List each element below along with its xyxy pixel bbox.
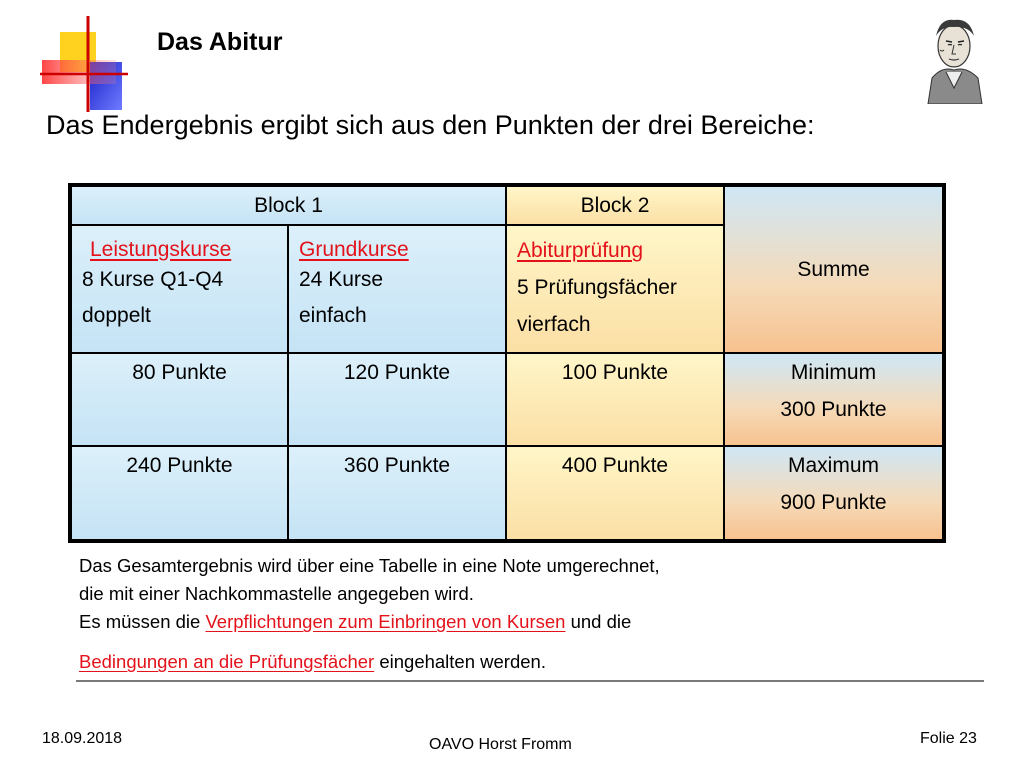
min-gk: 120 Punkte	[288, 353, 506, 446]
leistungskurse-label: Leistungskurse	[90, 238, 232, 261]
portrait-illustration-icon	[922, 12, 986, 104]
footer-page-number: Folie 23	[920, 730, 977, 747]
max-label: Maximum	[787, 454, 879, 477]
abiturpruefung-label: Abiturprüfung	[517, 239, 644, 262]
table-row-maximum	[70, 446, 944, 541]
notes-text	[79, 552, 660, 676]
cell-abiturpruefung	[506, 225, 724, 353]
table-row-minimum	[70, 353, 944, 446]
header-block2: Block 2	[506, 185, 724, 225]
link-verpflichtungen[interactable]: Verpflichtungen zum Einbringen von Kursen	[205, 611, 566, 632]
max-gk: 360 Punkte	[288, 446, 506, 541]
cell-leistungskurse	[70, 225, 288, 353]
notes-line4-post: eingehalten werden.	[374, 651, 546, 672]
cell-grundkurse	[288, 225, 506, 353]
notes-line3-post: und die	[565, 611, 632, 632]
header-summe: Summe	[724, 185, 944, 353]
max-summe	[724, 446, 944, 541]
notes-line3	[79, 608, 660, 636]
max-sum: 900 Punkte	[780, 491, 887, 514]
mondrian-logo-icon	[40, 14, 140, 114]
min-lk: 80 Punkte	[70, 353, 288, 446]
points-table	[68, 183, 946, 543]
grundkurse-label: Grundkurse	[299, 238, 409, 261]
min-summe	[724, 353, 944, 446]
max-abi: 400 Punkte	[506, 446, 724, 541]
footer-organization: OAVO Horst Fromm	[429, 736, 572, 753]
notes-line3-pre: Es müssen die	[79, 611, 206, 632]
link-bedingungen[interactable]: Bedingungen an die Prüfungsfächer	[79, 651, 375, 672]
leistungskurse-line2: doppelt	[82, 304, 151, 327]
leistungskurse-line1: 8 Kurse Q1-Q4	[82, 268, 224, 291]
max-lk: 240 Punkte	[70, 446, 288, 541]
notes-line1: Das Gesamtergebnis wird über eine Tabelle in eine Note umgerechnet,	[79, 555, 660, 576]
notes-line4	[79, 648, 660, 676]
abiturpruefung-line2: vierfach	[517, 313, 591, 336]
grundkurse-line2: einfach	[299, 304, 367, 327]
footer-divider	[76, 680, 984, 682]
min-label: Minimum	[790, 361, 877, 384]
notes-line2: die mit einer Nachkommastelle angegeben wird.	[79, 583, 474, 604]
abiturpruefung-line1: 5 Prüfungsfächer	[517, 276, 677, 299]
table-header-row	[70, 185, 944, 225]
header-block1: Block 1	[70, 185, 506, 225]
min-sum: 300 Punkte	[780, 398, 887, 421]
slide-title: Das Abitur	[157, 28, 283, 56]
footer-date: 18.09.2018	[42, 730, 123, 747]
min-abi: 100 Punkte	[506, 353, 724, 446]
grundkurse-line1: 24 Kurse	[299, 268, 384, 291]
slide-subtitle: Das Endergebnis ergibt sich aus den Punkten der drei Bereiche:	[46, 110, 815, 140]
